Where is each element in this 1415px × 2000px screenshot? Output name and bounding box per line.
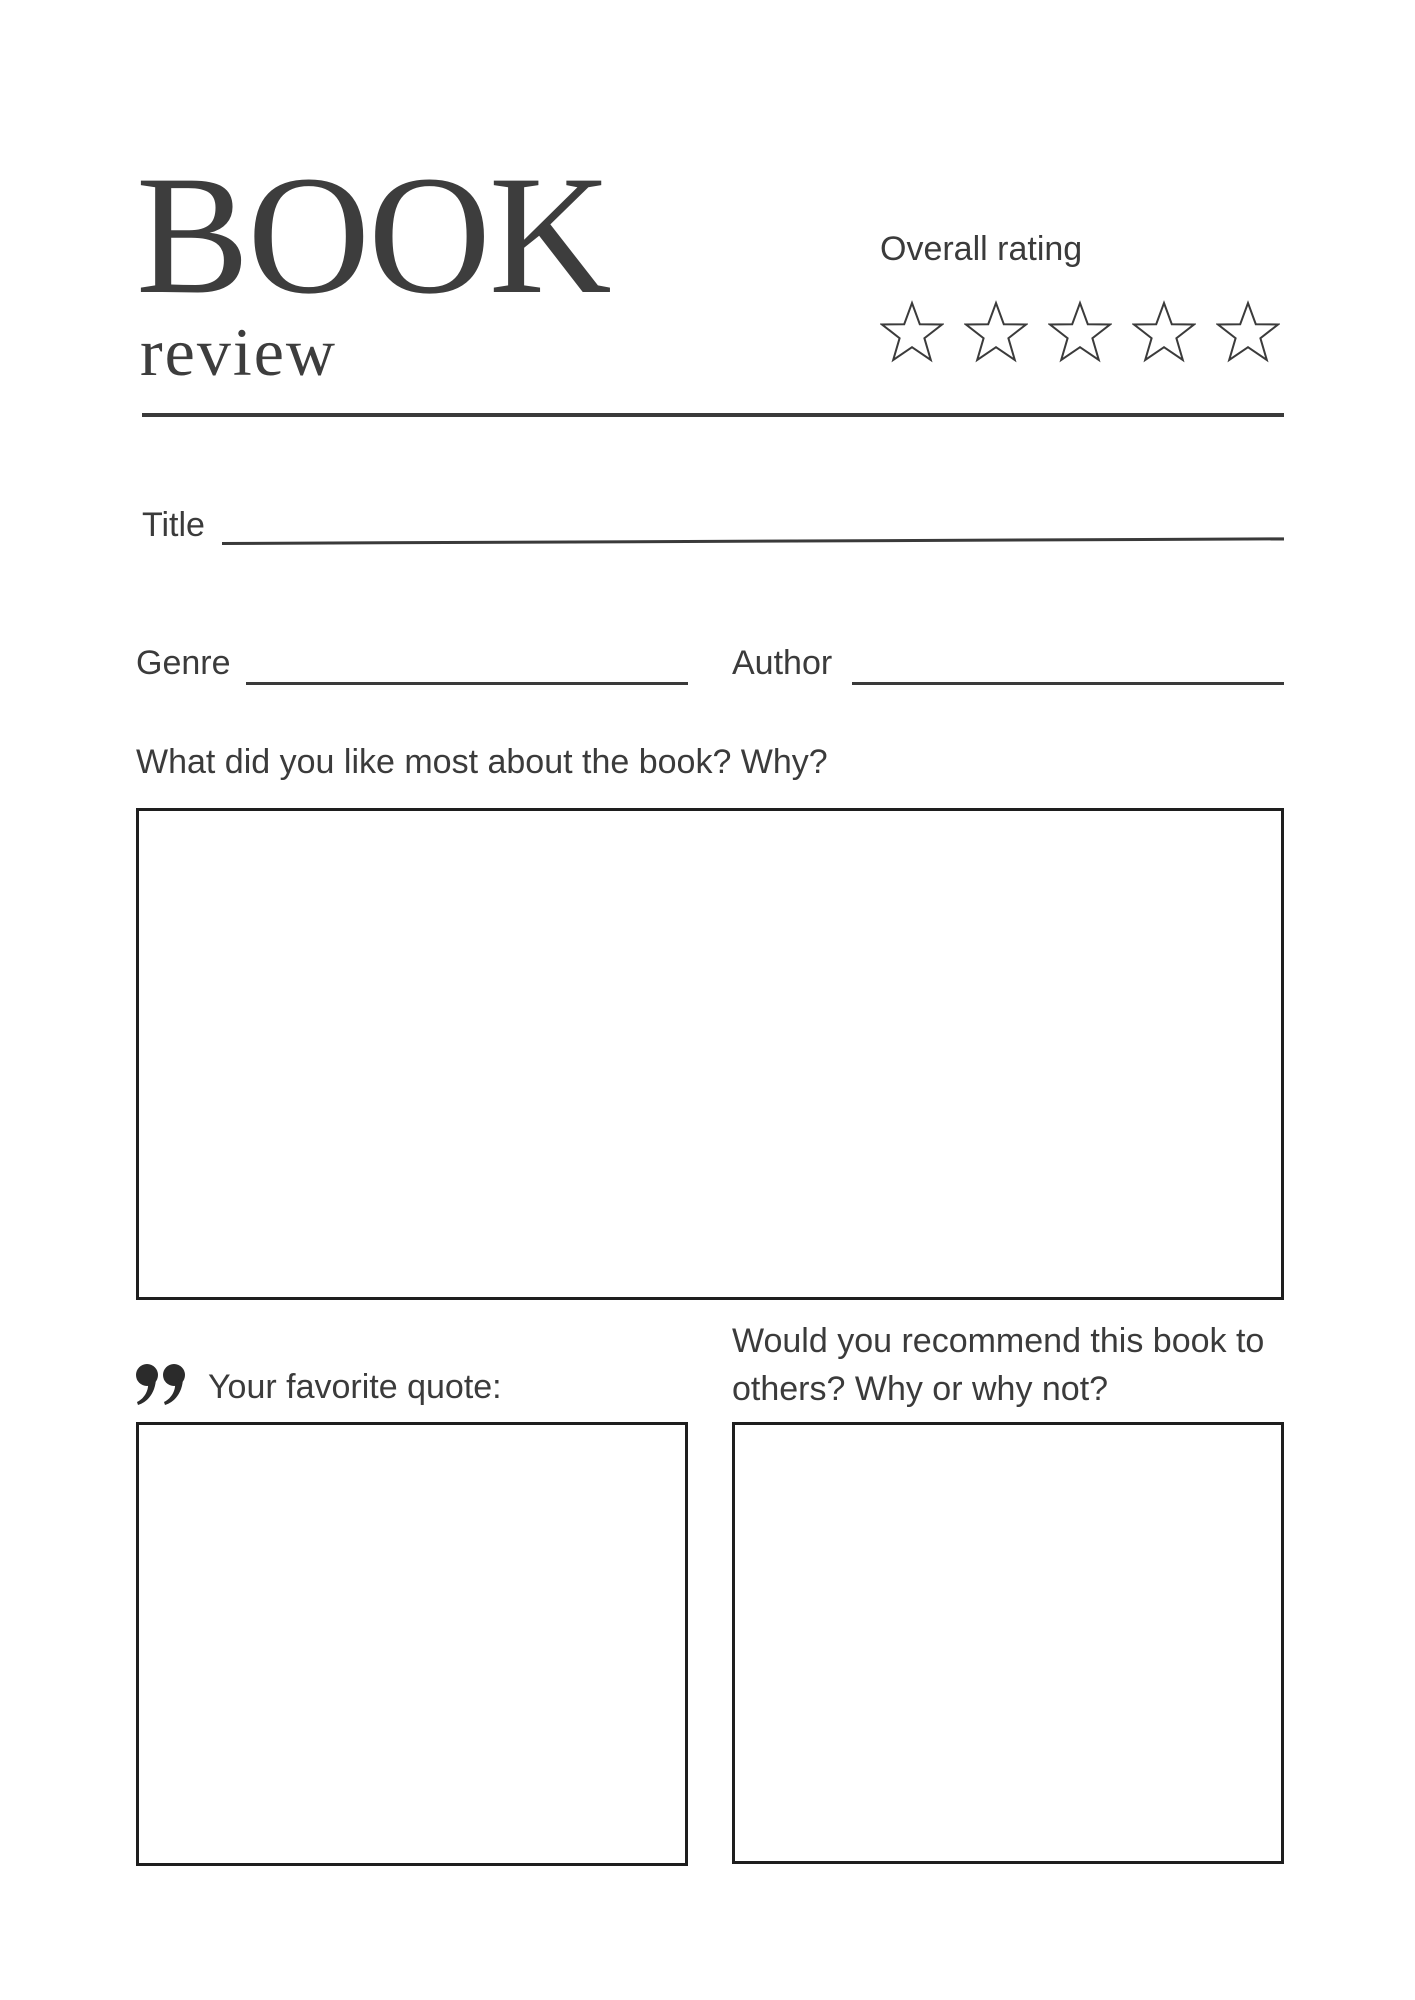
liked-most-question: What did you like most about the book? Why? xyxy=(136,743,828,781)
genre-label: Genre xyxy=(136,644,231,682)
recommend-answer-box[interactable] xyxy=(732,1422,1284,1864)
recommend-question-line2: others? Why or why not? xyxy=(732,1370,1109,1408)
page-title: BOOK xyxy=(136,141,610,329)
author-label: Author xyxy=(732,644,833,682)
header-divider xyxy=(142,413,1284,417)
star-icon[interactable] xyxy=(1216,300,1280,364)
star-icon[interactable] xyxy=(1132,300,1196,364)
favorite-quote-label: Your favorite quote: xyxy=(208,1368,502,1406)
star-icon[interactable] xyxy=(880,300,944,364)
author-field[interactable] xyxy=(852,682,1284,685)
title-field[interactable] xyxy=(222,537,1284,545)
rating-label: Overall rating xyxy=(880,230,1083,268)
favorite-quote-box[interactable] xyxy=(136,1422,688,1866)
title-label: Title xyxy=(142,506,205,544)
page-subtitle: review xyxy=(140,314,338,390)
genre-field[interactable] xyxy=(246,682,688,685)
quote-icon xyxy=(134,1362,190,1406)
liked-most-answer-box[interactable] xyxy=(136,808,1284,1300)
star-icon[interactable] xyxy=(964,300,1028,364)
recommend-question-line1: Would you recommend this book to xyxy=(732,1322,1265,1360)
star-icon[interactable] xyxy=(1048,300,1112,364)
star-rating[interactable] xyxy=(880,300,1280,364)
